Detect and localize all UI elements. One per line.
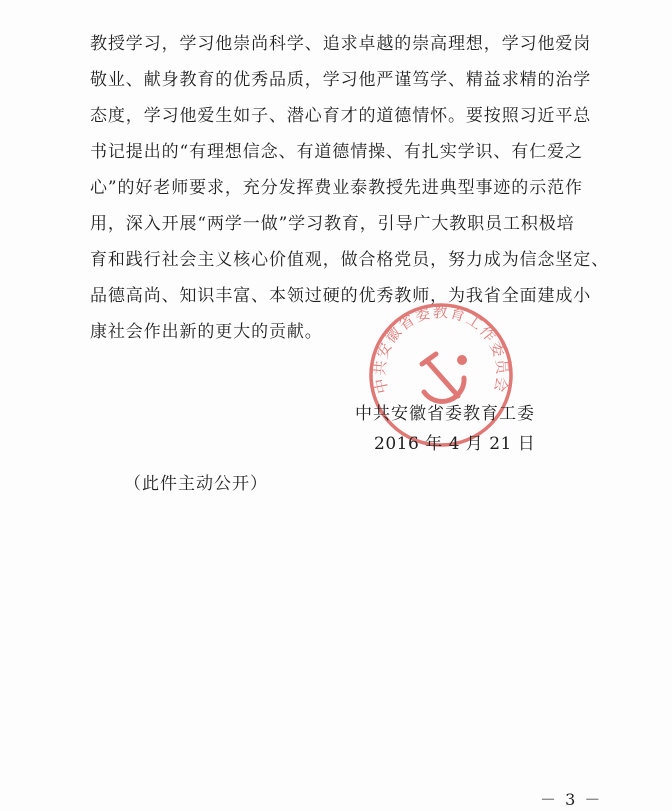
body-line: 教授学习，学习他崇尚科学、追求卓越的崇高理想，学习他爱岗 <box>90 34 592 54</box>
body-line: 态度，学习他爱生如子、潜心育才的道德情怀。要按照习近平总 <box>90 106 592 126</box>
party-emblem-icon <box>422 354 465 401</box>
seal-arc-text: 中共安徽省委教育工作委员会 <box>370 302 512 396</box>
body-line: 心”的好老师要求，充分发挥费业泰教授先进典型事迹的示范作 <box>90 178 583 198</box>
body-line: 康社会作出新的更大的贡献。 <box>90 322 323 342</box>
disclosure-note: （此件主动公开） <box>124 474 268 494</box>
issue-date: 2016 年 4 月 21 日 <box>374 434 536 454</box>
page-number: － 3 － <box>540 790 603 809</box>
body-line: 育和践行社会主义核心价值观，做合格党员，努力成为信念坚定、 <box>90 250 610 270</box>
seal-text <box>371 303 512 395</box>
body-line: 用，深入开展“两学一做”学习教育，引导广大教职员工积极培 <box>90 214 575 234</box>
issuer-signature: 中共安徽省委教育工委 <box>355 404 535 424</box>
body-line: 书记提出的“有理想信念、有道德情操、有扎实学识、有仁爱之 <box>90 142 583 162</box>
body-line: 品德高尚、知识丰富、本领过硬的优秀教师，为我省全面建成小 <box>90 286 592 306</box>
body-line: 敬业、献身教育的优秀品质，学习他严谨笃学、精益求精的治学 <box>90 70 592 90</box>
